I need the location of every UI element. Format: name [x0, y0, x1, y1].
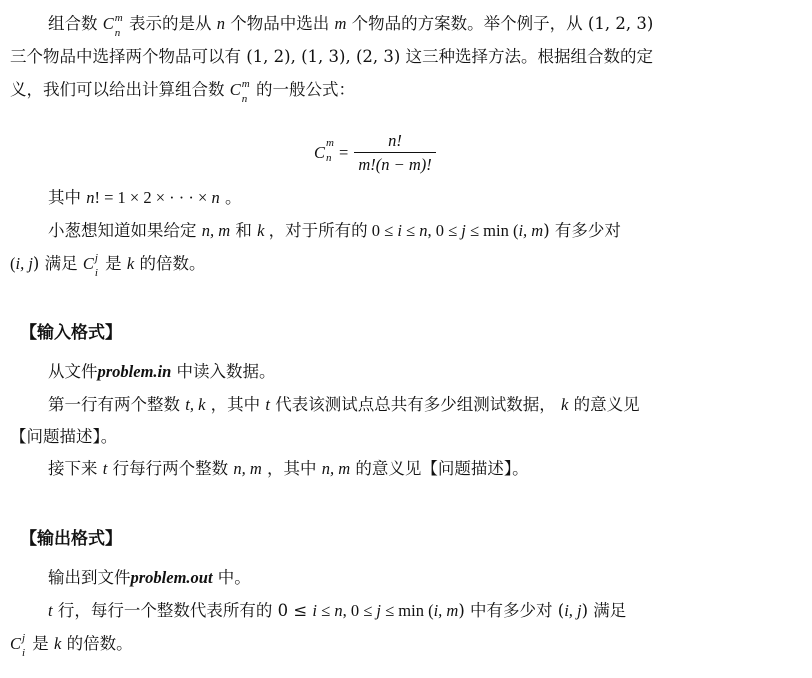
fraction [354, 131, 435, 175]
text: 行，每行一个整数代表所有的 0 ≤ [52, 601, 313, 620]
input-filename: problem.in [97, 362, 172, 381]
var-n: n [419, 221, 428, 240]
para3-line2 [0, 252, 206, 279]
text: 个物品的方案数。举个例子，从 (1, 2, 3) [346, 14, 654, 33]
text: 的意义见【问题描述】。 [350, 459, 529, 478]
text: 从文件 [48, 362, 98, 381]
var-t: t [48, 601, 53, 620]
text: 第一行有两个整数 [48, 395, 186, 414]
text: 的一般公式： [250, 80, 356, 99]
vars: i, j [564, 601, 582, 620]
var-m: m [334, 14, 347, 33]
text: ≤ min ( [380, 601, 434, 620]
text: 输出到文件 [48, 568, 131, 587]
para3-line1 [0, 220, 621, 242]
text: 中读入数据。 [171, 362, 276, 381]
text: ) 中有多少对 ( [458, 601, 565, 620]
var-i: i [312, 601, 317, 620]
vars: i, j [15, 254, 33, 273]
text: ≤ min ( [465, 221, 519, 240]
combination-formula [314, 131, 436, 181]
text: ) 满足 [32, 254, 83, 273]
combination-symbol: C m n [102, 12, 123, 39]
var-n: n [334, 601, 343, 620]
text: ，其中 [261, 459, 322, 478]
input-line4 [0, 458, 529, 480]
var-n: n [211, 188, 220, 207]
var-t: t [265, 395, 271, 414]
text: , 0 ≤ [342, 601, 377, 620]
para1-line3 [0, 78, 356, 105]
var-k: k [561, 395, 569, 414]
text: 表示的是从 [123, 14, 217, 33]
text: ≤ [401, 221, 420, 240]
text: 的意义见 [568, 395, 640, 414]
text: 三个物品中选择两个物品可以有 (1, 2), (1, 3), (2, 3) 这三种选择方法。根据组合数的定 [10, 47, 654, 66]
input-line1 [0, 361, 276, 383]
text: ≤ [317, 601, 335, 620]
combination-symbol: C m n [229, 78, 250, 105]
text: ，对于所有的 0 ≤ [264, 221, 398, 240]
var-k: k [126, 254, 135, 273]
output-filename: problem.out [130, 568, 213, 587]
var-k: k [54, 634, 62, 653]
para2-line [0, 187, 241, 209]
para1-line2 [0, 46, 653, 68]
text: 其中 [48, 188, 87, 207]
text: ( [10, 254, 16, 273]
text: ) 满足 [581, 601, 627, 620]
text: ，其中 [205, 395, 266, 414]
text: 的倍数。 [61, 634, 133, 653]
var-k: k [257, 221, 265, 240]
text: 小葱想知道如果给定 [48, 221, 202, 240]
text: 是 [27, 634, 55, 653]
text: 行每行两个整数 [107, 459, 234, 478]
text: , 0 ≤ [427, 221, 462, 240]
para1-line1 [0, 12, 654, 39]
fraction-numerator: n! [354, 131, 435, 153]
vars: n, m [201, 221, 231, 240]
vars: n, m [321, 459, 351, 478]
input-line3 [0, 426, 117, 448]
text: 和 [230, 221, 258, 240]
combination-symbol: C j i [10, 632, 26, 659]
text: 的倍数。 [134, 254, 206, 273]
text: 义，我们可以给出计算组合数 [10, 80, 230, 99]
text: ) 有多少对 [543, 221, 621, 240]
text: 中。 [212, 568, 251, 587]
var-j: j [376, 601, 381, 620]
input-line2 [0, 394, 640, 416]
var-i: i [397, 221, 402, 240]
text: 。 [219, 188, 242, 207]
output-line1 [0, 567, 251, 589]
fraction-denominator: m!(n − m)! [358, 155, 432, 174]
text: 【问题描述】。 [10, 427, 118, 446]
vars: n, m [233, 459, 262, 478]
formula-lhs: C m n [314, 137, 334, 164]
var-n: n [86, 188, 95, 207]
output-line2 [0, 600, 626, 622]
vars: i, m [433, 601, 459, 620]
var-n: n [216, 14, 226, 33]
text: 接下来 [48, 459, 103, 478]
equals-sign: = [339, 143, 349, 162]
output-format-heading: 【输出格式】 [20, 529, 122, 549]
combination-symbol: C j i [82, 252, 98, 279]
output-line3 [0, 632, 133, 659]
text: 个物品中选出 [225, 14, 335, 33]
text: 组合数 [48, 14, 103, 33]
input-format-heading: 【输入格式】 [20, 323, 122, 343]
vars: i, m [518, 221, 544, 240]
text: 是 [99, 254, 127, 273]
text: 代表该测试点总共有多少组测试数据， [270, 395, 562, 414]
vars: t, k [185, 395, 206, 414]
var-j: j [461, 221, 466, 240]
var-t: t [102, 459, 108, 478]
text: ! = 1 × 2 × · · · × [94, 188, 212, 207]
